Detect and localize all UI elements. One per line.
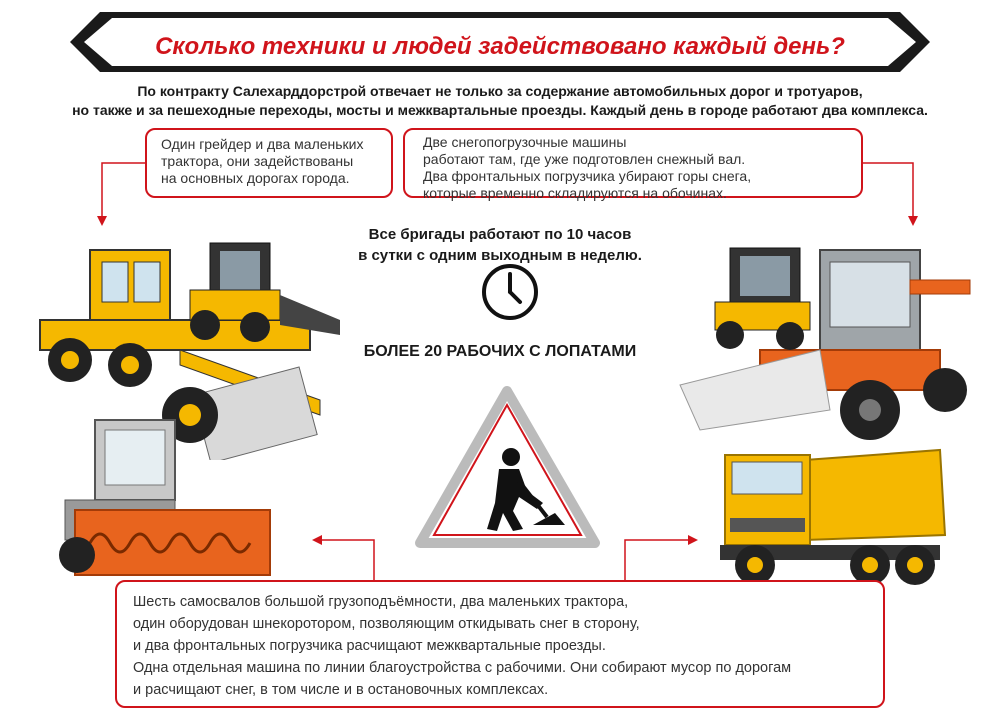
callout-loaders-line-3: Два фронтальных погрузчика убирают горы снега, bbox=[423, 168, 752, 184]
callout-bottom-line-3: и два фронтальных погрузчика расчищают межквартальные проезды. bbox=[133, 638, 606, 654]
page-title: Сколько техники и людей задействовано каждый день? bbox=[155, 33, 845, 60]
snowblower-tractor-icon bbox=[55, 415, 275, 585]
callout-loaders-line-4: которые временно складируются на обочинах. bbox=[423, 185, 727, 201]
callout-grader-line-2: трактора, они задействованы bbox=[161, 153, 354, 169]
snow-loader-icon bbox=[670, 240, 980, 450]
subtitle-line-2: но также и за пешеходные переходы, мосты и межквартальные проезды. Каждый день в городе работают два комплекса. bbox=[72, 102, 928, 118]
callout-loaders-line-1: Две снегопогрузочные машины bbox=[423, 134, 627, 150]
schedule-line-1: Все бригады работают по 10 часов bbox=[368, 226, 632, 243]
skid-steer-icon bbox=[170, 235, 350, 345]
workers-label: БОЛЕЕ 20 РАБОЧИХ С ЛОПАТАМИ bbox=[363, 343, 637, 360]
callout-complex-two bbox=[115, 580, 885, 708]
callout-grader-line-3: на основных дорогах города. bbox=[161, 170, 350, 186]
callout-bottom-line-4: Одна отдельная машина по линии благоустройства с рабочими. Они собирают мусор по дорогам bbox=[133, 660, 792, 676]
clock-icon bbox=[480, 262, 540, 322]
dump-truck-icon bbox=[710, 440, 950, 590]
callout-grader-line-1: Один грейдер и два маленьких bbox=[161, 136, 364, 152]
callout-bottom-line-2: один оборудован шнекоротором, позволяющим откидывать снег в сторону, bbox=[133, 616, 640, 632]
callout-loaders-line-2: работают там, где уже подготовлен снежный вал. bbox=[423, 151, 746, 167]
schedule-note bbox=[320, 224, 680, 266]
subtitle-line-1: По контракту Салехарддорстрой отвечает не только за содержание автомобильных дорог и тротуаров, bbox=[137, 83, 863, 99]
callout-bottom-line-1: Шесть самосвалов большой грузоподъёмности, два маленьких трактора, bbox=[133, 594, 629, 610]
callout-bottom-line-5: и расчищают снег, в том числе и в остановочных комплексах. bbox=[133, 682, 549, 698]
road-work-sign-icon bbox=[415, 385, 600, 550]
schedule-line-2: в сутки с одним выходным в неделю. bbox=[358, 247, 642, 264]
